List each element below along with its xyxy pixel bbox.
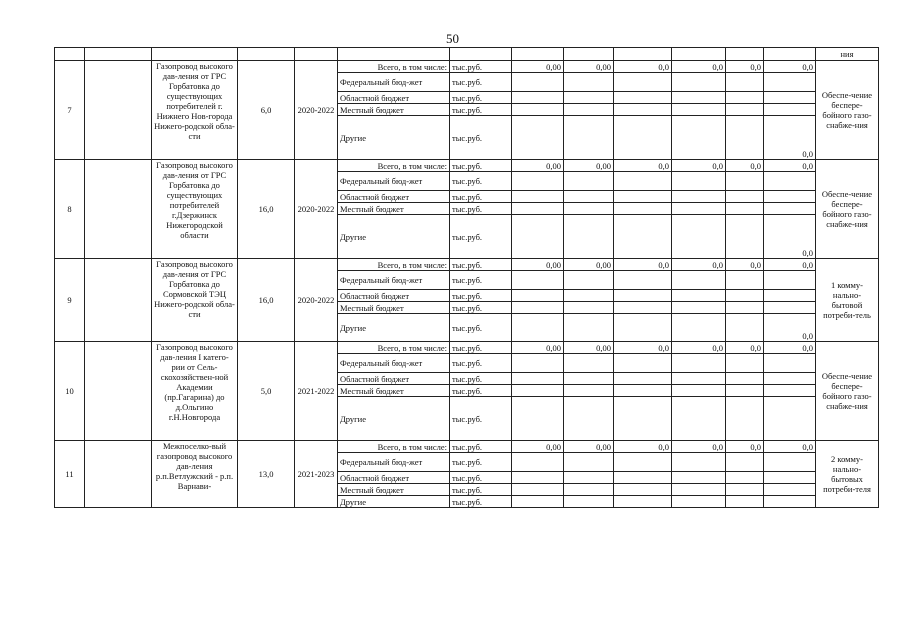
value-cell [512,397,564,441]
value-cell [614,496,672,508]
value-cell [672,290,726,302]
value-cell [672,484,726,496]
value-cell: 0,0 [726,342,764,354]
unit-cell: тыс.руб. [450,259,512,271]
value-cell: 0,00 [564,259,614,271]
value-cell [512,172,564,191]
value-cell: 0,00 [512,342,564,354]
unit-cell: тыс.руб. [450,61,512,73]
value-cell [512,104,564,116]
value-cell: 0,0 [614,61,672,73]
value-cell [614,373,672,385]
value-cell: 0,0 [764,314,816,342]
value-cell [614,191,672,203]
value-cell [764,191,816,203]
budget-label: Федеральный бюд-жет [338,271,450,290]
object-name: Газопровод высокого дав-ления от ГРС Горбатовка до существующих потребителей г. Нижнего Нов-города Нижего-родской обла-сти [152,61,238,160]
value-cell [672,92,726,104]
value-cell [512,271,564,290]
value-cell [564,354,614,373]
value-cell [726,496,764,508]
value-cell [512,385,564,397]
value-cell: 0,0 [614,160,672,172]
result-cell: 1 комму-нально-бытовой потреби-тель [816,259,879,342]
value-cell [672,172,726,191]
value-cell [512,354,564,373]
row-number: 9 [55,259,85,342]
value-cell [764,203,816,215]
value-cell [726,203,764,215]
unit-cell: тыс.руб. [450,453,512,472]
value-cell: 0,0 [672,61,726,73]
value-cell [512,453,564,472]
value-cell [726,373,764,385]
budget-label: Федеральный бюд-жет [338,354,450,373]
value-cell [614,92,672,104]
value-cell [764,354,816,373]
result-cell: Обеспе-чение беспере-бойного газо-снабже-ния [816,61,879,160]
value-cell [512,191,564,203]
value-cell [512,302,564,314]
value-cell [564,302,614,314]
value-cell [764,271,816,290]
value-cell [672,203,726,215]
value-cell [764,484,816,496]
unit-cell: тыс.руб. [450,290,512,302]
value-cell [512,484,564,496]
value-cell: 0,0 [764,342,816,354]
unit-cell: тыс.руб. [450,441,512,453]
value-cell [564,215,614,259]
value-cell [672,116,726,160]
length-value: 16,0 [238,160,295,259]
length-value: 16,0 [238,259,295,342]
value-cell [564,397,614,441]
value-cell [726,453,764,472]
row-number: 7 [55,61,85,160]
unit-cell: тыс.руб. [450,92,512,104]
unit-cell: тыс.руб. [450,385,512,397]
value-cell [614,271,672,290]
empty-cell [85,61,152,160]
years-value: 2020-2022 [295,61,338,160]
object-name: Межпоселко-вый газопровод высокого дав-ления р.п.Ветлужский - р.п. Варнави- [152,441,238,508]
value-cell [764,472,816,484]
unit-cell: тыс.руб. [450,342,512,354]
value-cell: 0,0 [764,215,816,259]
value-cell [726,191,764,203]
value-cell [614,73,672,92]
value-cell [764,104,816,116]
length-value: 6,0 [238,61,295,160]
budget-label: Областной бюджет [338,290,450,302]
value-cell [764,385,816,397]
value-cell [512,116,564,160]
value-cell [564,172,614,191]
value-cell [614,453,672,472]
value-cell [726,484,764,496]
object-name: Газопровод высокого дав-ления от ГРС Горбатовка до Сормовской ТЭЦ Нижего-родской обла-сти [152,259,238,342]
budget-label: Всего, в том числе: [338,259,450,271]
value-cell: 0,0 [764,259,816,271]
value-cell [614,314,672,342]
value-cell [564,472,614,484]
value-cell [764,92,816,104]
value-cell [672,302,726,314]
page-number: 50 [446,31,459,46]
value-cell [564,314,614,342]
value-cell: 0,00 [564,61,614,73]
budget-label: Местный бюджет [338,104,450,116]
value-cell [672,496,726,508]
table-row [55,342,879,354]
value-cell [726,314,764,342]
table-row [55,61,879,73]
value-cell [614,104,672,116]
value-cell: 0,00 [512,259,564,271]
unit-cell: тыс.руб. [450,271,512,290]
value-cell [564,116,614,160]
value-cell [764,302,816,314]
budget-label: Федеральный бюд-жет [338,172,450,191]
budget-label: Местный бюджет [338,302,450,314]
value-cell: 0,0 [726,259,764,271]
value-cell: 0,0 [672,259,726,271]
years-value: 2021-2022 [295,342,338,441]
value-cell [764,373,816,385]
value-cell [564,453,614,472]
value-cell [512,215,564,259]
budget-label: Другие [338,496,450,508]
value-cell: 0,0 [764,61,816,73]
unit-cell: тыс.руб. [450,116,512,160]
value-cell [726,354,764,373]
value-cell [726,104,764,116]
unit-cell: тыс.руб. [450,104,512,116]
value-cell [726,397,764,441]
budget-label: Федеральный бюд-жет [338,73,450,92]
value-cell [512,92,564,104]
value-cell: 0,00 [564,342,614,354]
value-cell [672,191,726,203]
value-cell: 0,0 [726,160,764,172]
header-continuation-row [55,48,879,61]
value-cell [726,271,764,290]
value-cell [672,314,726,342]
object-name: Газопровод высокого дав-ления от ГРС Горбатовка до существующих потребителей г.Дзержинск Нижегородской области [152,160,238,259]
result-cell: Обеспе-чение беспере-бойного газо-снабже-ния [816,160,879,259]
value-cell [726,73,764,92]
header-tail-cell: ния [816,48,879,61]
budget-label: Другие [338,215,450,259]
value-cell [672,215,726,259]
budget-label: Местный бюджет [338,385,450,397]
value-cell: 0,0 [614,342,672,354]
budget-label: Местный бюджет [338,484,450,496]
value-cell [564,73,614,92]
value-cell [614,385,672,397]
value-cell: 0,0 [672,342,726,354]
value-cell: 0,0 [764,441,816,453]
value-cell [564,290,614,302]
value-cell [672,73,726,92]
budget-label: Всего, в том числе: [338,342,450,354]
years-value: 2020-2022 [295,259,338,342]
value-cell: 0,0 [764,160,816,172]
table-row [55,441,879,453]
table-row [55,259,879,271]
empty-cell [85,259,152,342]
value-cell [764,496,816,508]
value-cell [672,271,726,290]
row-number: 10 [55,342,85,441]
value-cell: 0,0 [764,116,816,160]
budget-label: Областной бюджет [338,472,450,484]
value-cell [564,484,614,496]
budget-label: Областной бюджет [338,373,450,385]
unit-cell: тыс.руб. [450,172,512,191]
value-cell: 0,0 [614,441,672,453]
unit-cell: тыс.руб. [450,472,512,484]
value-cell [614,172,672,191]
value-cell [512,203,564,215]
budget-label: Всего, в том числе: [338,61,450,73]
value-cell [726,302,764,314]
unit-cell: тыс.руб. [450,215,512,259]
unit-cell: тыс.руб. [450,496,512,508]
value-cell [512,73,564,92]
years-value: 2020-2022 [295,160,338,259]
value-cell [512,314,564,342]
value-cell [726,215,764,259]
value-cell [764,453,816,472]
value-cell [614,302,672,314]
value-cell: 0,0 [672,160,726,172]
value-cell [726,472,764,484]
value-cell: 0,00 [564,160,614,172]
value-cell [614,397,672,441]
unit-cell: тыс.руб. [450,302,512,314]
budget-label: Местный бюджет [338,203,450,215]
budget-label: Другие [338,314,450,342]
value-cell [564,271,614,290]
value-cell: 0,00 [512,61,564,73]
value-cell [726,116,764,160]
budget-label: Федеральный бюд-жет [338,453,450,472]
program-table [54,47,879,508]
value-cell [512,290,564,302]
value-cell [564,92,614,104]
value-cell [564,203,614,215]
value-cell [726,290,764,302]
value-cell [672,104,726,116]
value-cell [564,373,614,385]
value-cell [764,73,816,92]
value-cell [564,385,614,397]
value-cell [614,215,672,259]
value-cell [672,472,726,484]
unit-cell: тыс.руб. [450,354,512,373]
unit-cell: тыс.руб. [450,73,512,92]
value-cell [764,397,816,441]
unit-cell: тыс.руб. [450,314,512,342]
value-cell [672,385,726,397]
value-cell [726,172,764,191]
table-row [55,160,879,172]
budget-label: Всего, в том числе: [338,441,450,453]
value-cell [614,472,672,484]
value-cell [614,203,672,215]
value-cell [764,172,816,191]
budget-label: Другие [338,397,450,441]
empty-cell [85,441,152,508]
value-cell [764,290,816,302]
value-cell [672,354,726,373]
value-cell: 0,0 [726,441,764,453]
value-cell [726,92,764,104]
value-cell [726,385,764,397]
value-cell [564,191,614,203]
unit-cell: тыс.руб. [450,373,512,385]
value-cell [672,373,726,385]
unit-cell: тыс.руб. [450,397,512,441]
value-cell [672,453,726,472]
value-cell [672,397,726,441]
length-value: 13,0 [238,441,295,508]
result-cell: Обеспе-чение беспере-бойного газо-снабже-ния [816,342,879,441]
value-cell [614,354,672,373]
value-cell [614,484,672,496]
unit-cell: тыс.руб. [450,484,512,496]
empty-cell [85,342,152,441]
unit-cell: тыс.руб. [450,203,512,215]
value-cell: 0,00 [564,441,614,453]
years-value: 2021-2023 [295,441,338,508]
value-cell [512,373,564,385]
budget-label: Всего, в том числе: [338,160,450,172]
budget-label: Областной бюджет [338,191,450,203]
unit-cell: тыс.руб. [450,160,512,172]
value-cell [564,104,614,116]
value-cell [614,116,672,160]
value-cell: 0,00 [512,441,564,453]
value-cell: 0,0 [614,259,672,271]
length-value: 5,0 [238,342,295,441]
value-cell: 0,00 [512,160,564,172]
value-cell: 0,0 [726,61,764,73]
budget-label: Другие [338,116,450,160]
value-cell [614,290,672,302]
value-cell [512,496,564,508]
result-cell: 2 комму-нально-бытовых потреби-теля [816,441,879,508]
row-number: 11 [55,441,85,508]
object-name: Газопровод высокого дав-ления I катего-рии от Сель-скохозяйствен-ной Академии (пр.Гагарина) до д.Ольгино г.Н.Новгорода [152,342,238,441]
empty-cell [85,160,152,259]
value-cell [512,472,564,484]
value-cell: 0,0 [672,441,726,453]
value-cell [564,496,614,508]
unit-cell: тыс.руб. [450,191,512,203]
budget-label: Областной бюджет [338,92,450,104]
row-number: 8 [55,160,85,259]
